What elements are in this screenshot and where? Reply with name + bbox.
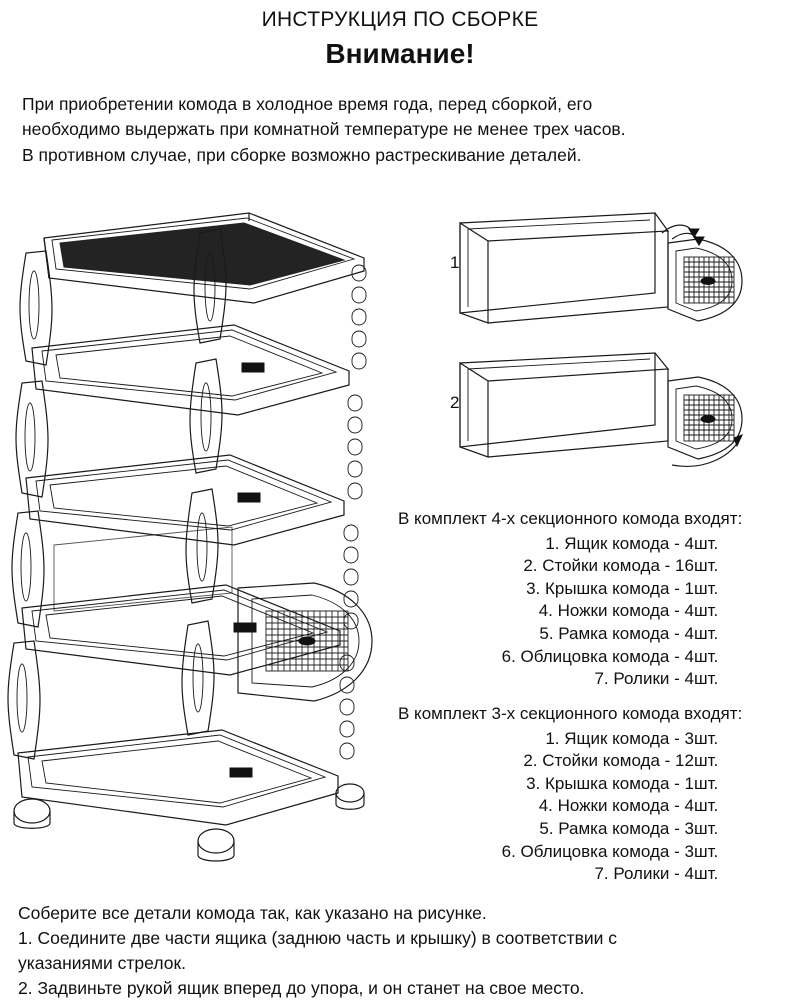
page-subtitle: Внимание! [325, 38, 475, 69]
kit-3-items [398, 728, 742, 886]
footer-line-3: указаниями стрелок. [18, 952, 186, 973]
kit-4-item-4: 4. Ножки комода - 4шт. [538, 601, 719, 621]
intro-line-1: При приобретении комода в холодное время года, перед сборкой, его [22, 94, 593, 114]
intro-line-2: необходимо выдержать при комнатной температуре не менее трех часов. [22, 119, 626, 140]
instruction-page [0, 8, 800, 1008]
kit-list-3-sections [398, 703, 742, 886]
drawer-step1-illustration [460, 213, 742, 323]
footer-line-2: 1. Соедините две части ящика (заднюю часть и крышку) в соответствии с [18, 927, 618, 948]
kit-4-title: В комплект 4-х секционного комода входят: [398, 509, 743, 528]
footer-instructions [18, 901, 788, 1000]
step-number-1: 1 [450, 253, 460, 272]
kit-4-item-6: 6. Облицовка комода - 4шт. [501, 646, 719, 666]
cabinet-assembly-illustration [4, 193, 404, 883]
kit-3-item-5: 5. Рамка комода - 3шт. [539, 819, 719, 839]
diagram-area [0, 193, 800, 883]
kit-4-item-2: 2. Стойки комода - 16шт. [523, 556, 719, 576]
kit-3-item-6: 6. Облицовка комода - 3шт. [501, 841, 719, 861]
kit-4-item-7: 7. Ролики - 4шт. [594, 669, 719, 689]
kit-4-items [398, 533, 742, 691]
kit-3-item-7: 7. Ролики - 4шт. [594, 864, 719, 884]
kit-4-item-3: 3. Крышка комода - 1шт. [526, 578, 719, 598]
step-number-2: 2 [450, 393, 460, 412]
footer-line-4: 2. Задвиньте рукой ящик вперед до упора, и он станет на свое место. [18, 977, 585, 998]
kit-3-item-1: 1. Ящик комода - 3шт. [545, 728, 719, 748]
kit-3-title: В комплект 3-х секционного комода входят: [398, 704, 743, 723]
drawer-step2-illustration [460, 353, 742, 466]
kit-3-item-4: 4. Ножки комода - 4шт. [538, 796, 719, 816]
kit-3-item-2: 2. Стойки комода - 12шт. [523, 751, 719, 771]
page-title: ИНСТРУКЦИЯ ПО СБОРКЕ [261, 8, 539, 31]
intro-line-3: В противном случае, при сборке возможно растрескивание деталей. [22, 144, 582, 165]
footer-line-1: Соберите все детали комода так, как указано на рисунке. [18, 903, 487, 923]
kit-4-item-5: 5. Рамка комода - 4шт. [539, 624, 719, 644]
intro-paragraph [22, 92, 776, 168]
drawer-steps-illustration [440, 203, 780, 493]
kit-3-item-3: 3. Крышка комода - 1шт. [526, 773, 719, 793]
kit-4-item-1: 1. Ящик комода - 4шт. [545, 533, 719, 553]
caster-wheels [14, 784, 364, 861]
installed-drawer [238, 583, 372, 701]
kit-list-4-sections [398, 508, 742, 691]
